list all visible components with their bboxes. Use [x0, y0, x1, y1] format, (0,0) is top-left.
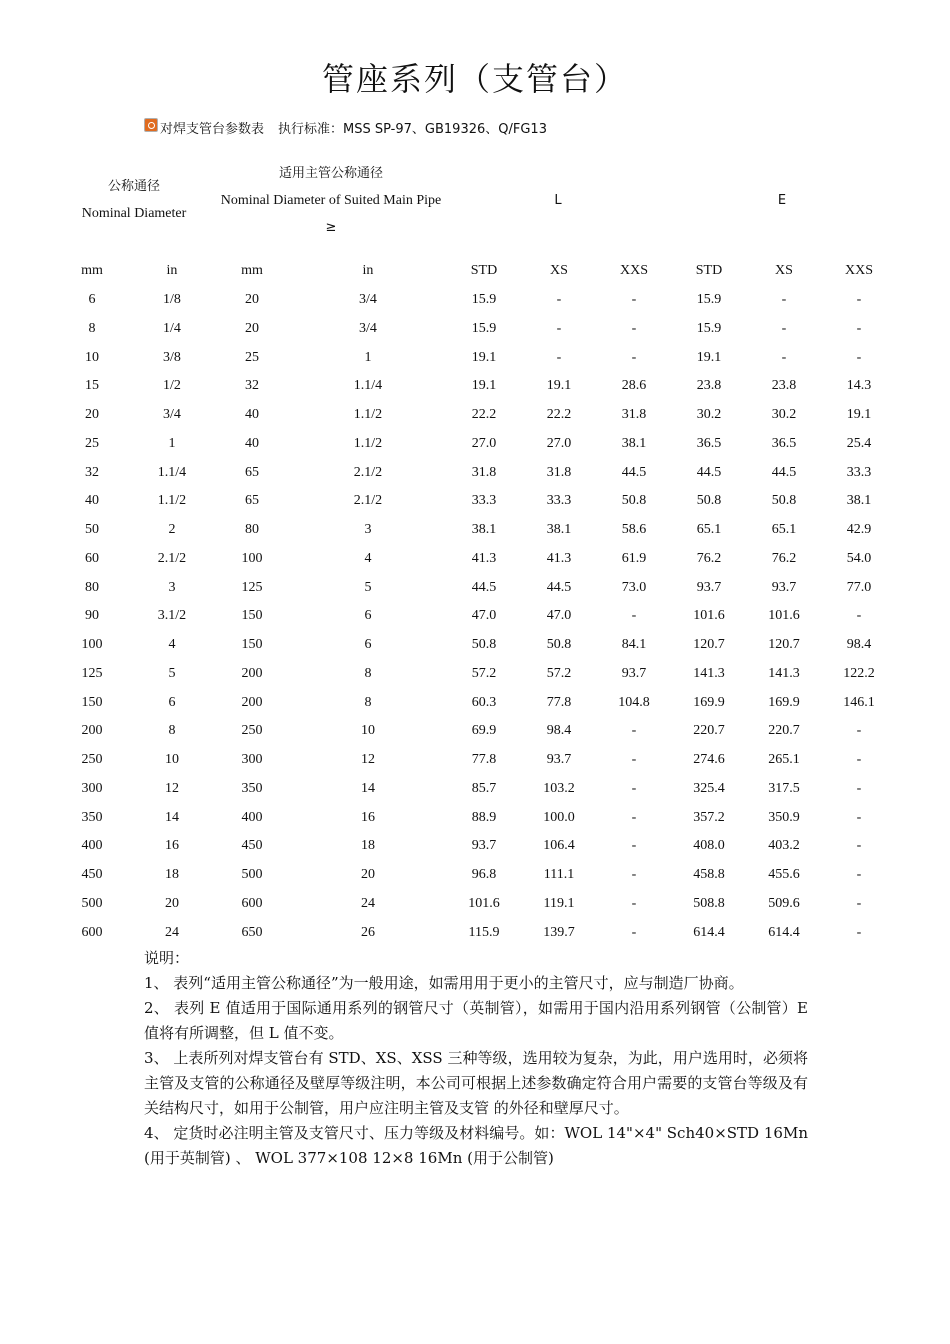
table-cell: 119.1 — [543, 895, 575, 911]
table-cell: 1/2 — [163, 378, 181, 394]
table-cell: 500 — [81, 895, 103, 911]
table-cell: 508.8 — [693, 895, 725, 911]
table-cell: 93.7 — [471, 838, 497, 854]
table-cell: 614.4 — [768, 924, 800, 940]
table-body — [52, 286, 894, 947]
table-cell: 23.8 — [696, 378, 722, 394]
table-cell: 24 — [165, 924, 179, 940]
table-cell: 20 — [361, 867, 375, 883]
table-cell: 20 — [245, 320, 259, 336]
table-cell: - — [556, 320, 562, 336]
table-row — [52, 890, 894, 919]
table-cell: 16 — [361, 809, 375, 825]
table-row — [52, 717, 894, 746]
table-cell: 60.3 — [471, 694, 497, 710]
table-cell: 200 — [241, 694, 263, 710]
table-cell: - — [781, 320, 787, 336]
table-cell: 122.2 — [843, 665, 875, 681]
table-cell: 2 — [168, 522, 176, 538]
table-cell: 350 — [81, 809, 103, 825]
table-cell: 98.4 — [546, 723, 572, 739]
table-cell: 1 — [168, 435, 176, 451]
table-cell: 47.0 — [471, 608, 497, 624]
table-cell: 44.5 — [471, 579, 497, 595]
table-row — [52, 775, 894, 804]
table-cell: 250 — [241, 723, 263, 739]
table-cell: 1.1/4 — [157, 464, 187, 480]
table-row — [52, 746, 894, 775]
table-row — [52, 315, 894, 344]
table-cell: 80 — [85, 579, 99, 595]
table-cell: 169.9 — [768, 694, 800, 710]
table-cell: - — [856, 924, 862, 940]
table-cell: 111.1 — [543, 867, 575, 883]
note-item-3: 3、 上表所列对焊支管台有 STD、XS、XSS 三种等级，选用较为复杂，为此，用户选用时，必须将主管及支管的公称通径及壁厚等级注明，本公司可根据上述参数确定符合用户需要的支管台等级及有关结构尺寸，如用于公制管，用户应注明主管及支管 的外径和壁厚尺寸。 — [144, 1049, 808, 1117]
table-cell: 18 — [165, 867, 179, 883]
table-cell: 15.9 — [696, 320, 722, 336]
table-cell: 500 — [241, 867, 263, 883]
table-cell: 85.7 — [471, 780, 497, 796]
table-cell: - — [781, 292, 787, 308]
table-cell: - — [631, 349, 637, 365]
table-cell: 80 — [245, 522, 259, 538]
table-cell: 4 — [364, 550, 372, 566]
table-cell: 93.7 — [696, 579, 722, 595]
header-main-cn: 适用主管公称通径 — [278, 166, 383, 181]
table-cell: 38.1 — [846, 493, 872, 509]
table-cell: 32 — [245, 378, 259, 394]
table-cell: 100 — [241, 550, 263, 566]
document-link-icon[interactable] — [144, 118, 158, 132]
table-cell: 101.6 — [468, 895, 500, 911]
unit-header-cell: STD — [695, 263, 723, 279]
unit-header-cell: in — [362, 263, 374, 279]
table-cell: 98.4 — [846, 637, 872, 653]
table-cell: - — [781, 349, 787, 365]
header-main-pipe — [200, 160, 462, 241]
table-cell: - — [856, 809, 862, 825]
table-cell: 77.8 — [546, 694, 572, 710]
table-cell: 93.7 — [771, 579, 797, 595]
table-cell: - — [856, 895, 862, 911]
table-row — [52, 372, 894, 401]
table-cell: 120.7 — [693, 637, 725, 653]
table-cell: - — [856, 780, 862, 796]
table-cell: 15.9 — [471, 292, 497, 308]
table-cell: - — [556, 292, 562, 308]
unit-header-cell: XS — [775, 263, 793, 279]
table-cell: 33.3 — [471, 493, 497, 509]
table-cell: - — [631, 608, 637, 624]
table-cell: 8 — [88, 320, 96, 336]
table-cell: 15 — [85, 378, 99, 394]
table-cell: 76.2 — [771, 550, 797, 566]
table-cell: 125 — [241, 579, 263, 595]
table-cell: 220.7 — [693, 723, 725, 739]
table-cell: 509.6 — [768, 895, 800, 911]
table-cell: 357.2 — [693, 809, 725, 825]
table-cell: 141.3 — [768, 665, 800, 681]
table-cell: 50 — [85, 522, 99, 538]
table-cell: 38.1 — [546, 522, 572, 538]
table-cell: 33.3 — [546, 493, 572, 509]
table-cell: 403.2 — [768, 838, 800, 854]
table-cell: 33.3 — [846, 464, 872, 480]
table-cell: 47.0 — [546, 608, 572, 624]
page-title: 管座系列（支管台） — [321, 60, 628, 98]
table-cell: 93.7 — [546, 752, 572, 768]
table-cell: - — [856, 867, 862, 883]
table-cell: - — [631, 723, 637, 739]
table-cell: 25 — [245, 349, 259, 365]
standard-label: 执行标准：MSS SP-97、GB19326、Q/FG13 — [278, 122, 547, 137]
table-cell: 69.9 — [471, 723, 497, 739]
table-cell: 60 — [85, 550, 99, 566]
table-cell: 450 — [81, 867, 103, 883]
table-row — [52, 832, 894, 861]
table-cell: 24 — [361, 895, 375, 911]
table-cell: 6 — [364, 637, 372, 653]
header-main-en: Nominal Diameter of Suited Main Pipe — [220, 193, 442, 208]
table-cell: 106.4 — [543, 838, 575, 854]
table-cell: 1/4 — [163, 320, 181, 336]
table-cell: - — [631, 320, 637, 336]
table-cell: 150 — [81, 694, 103, 710]
table-cell: 88.9 — [471, 809, 497, 825]
table-cell: 38.1 — [471, 522, 497, 538]
table-cell: 1.1/4 — [353, 378, 383, 394]
table-cell: 57.2 — [471, 665, 497, 681]
table-cell: 41.3 — [546, 550, 572, 566]
unit-header-cell: XXS — [619, 263, 648, 279]
table-cell: 58.6 — [621, 522, 647, 538]
table-cell: 14 — [165, 809, 179, 825]
table-cell: - — [856, 838, 862, 854]
table-cell: 120.7 — [768, 637, 800, 653]
table-cell: 300 — [81, 780, 103, 796]
table-cell: 77.8 — [471, 752, 497, 768]
table-cell: 115.9 — [468, 924, 500, 940]
table-cell: 15.9 — [696, 292, 722, 308]
table-cell: 96.8 — [471, 867, 497, 883]
table-cell: 15.9 — [471, 320, 497, 336]
table-cell: 40 — [85, 493, 99, 509]
table-cell: 100.0 — [543, 809, 575, 825]
unit-header-cell: mm — [241, 263, 263, 279]
table-cell: 150 — [241, 608, 263, 624]
table-cell: 38.1 — [621, 435, 647, 451]
table-cell: 41.3 — [471, 550, 497, 566]
table-cell: 54.0 — [846, 550, 872, 566]
table-row — [52, 401, 894, 430]
table-cell: 57.2 — [546, 665, 572, 681]
table-cell: - — [631, 809, 637, 825]
table-cell: 84.1 — [621, 637, 647, 653]
notes-section — [144, 946, 808, 1171]
units-row — [52, 257, 894, 286]
table-cell: 10 — [165, 752, 179, 768]
table-cell: 150 — [241, 637, 263, 653]
table-cell: 12 — [361, 752, 375, 768]
table-cell: 6 — [364, 608, 372, 624]
table-cell: 14.3 — [846, 378, 872, 394]
table-cell: - — [856, 723, 862, 739]
table-cell: 65 — [245, 464, 259, 480]
table-cell: 104.8 — [618, 694, 650, 710]
table-cell: 20 — [165, 895, 179, 911]
table-cell: 50.8 — [696, 493, 722, 509]
table-cell: 125 — [81, 665, 103, 681]
table-cell: 3/4 — [359, 292, 377, 308]
table-cell: - — [856, 292, 862, 308]
table-cell: 455.6 — [768, 867, 800, 883]
table-cell: 101.6 — [693, 608, 725, 624]
table-cell: 350 — [241, 780, 263, 796]
table-cell: 19.1 — [846, 407, 872, 423]
note-item-1: 1、 表列“适用主管公称通径”为一般用途，如需用用于更小的主管尺寸，应与制造厂协商。 — [144, 974, 744, 992]
table-cell: 44.5 — [771, 464, 797, 480]
table-cell: - — [556, 349, 562, 365]
table-cell: - — [856, 320, 862, 336]
table-cell: 274.6 — [693, 752, 725, 768]
table-cell: 19.1 — [696, 349, 722, 365]
unit-header-cell: STD — [470, 263, 498, 279]
unit-header-cell: mm — [81, 263, 103, 279]
table-cell: 1.1/2 — [157, 493, 187, 509]
table-cell: 200 — [81, 723, 103, 739]
table-cell: 139.7 — [543, 924, 575, 940]
table-cell: 19.1 — [471, 349, 497, 365]
table-caption — [144, 118, 547, 137]
table-cell: 169.9 — [693, 694, 725, 710]
table-cell: 42.9 — [846, 522, 872, 538]
table-cell: - — [856, 608, 862, 624]
table-cell: - — [856, 752, 862, 768]
table-cell: 30.2 — [696, 407, 722, 423]
table-cell: 44.5 — [696, 464, 722, 480]
table-cell: 44.5 — [621, 464, 647, 480]
table-cell: 400 — [81, 838, 103, 854]
table-cell: 2.1/2 — [353, 464, 383, 480]
notes-heading: 说明： — [144, 949, 190, 967]
table-cell: 27.0 — [471, 435, 497, 451]
table-cell: 101.6 — [768, 608, 800, 624]
table-cell: 65.1 — [771, 522, 797, 538]
table-cell: 61.9 — [621, 550, 647, 566]
table-cell: 23.8 — [771, 378, 797, 394]
table-cell: - — [631, 292, 637, 308]
table-cell: 31.8 — [546, 464, 572, 480]
table-cell: 50.8 — [621, 493, 647, 509]
table-cell: 20 — [85, 407, 99, 423]
table-cell: 50.8 — [771, 493, 797, 509]
table-cell: - — [631, 780, 637, 796]
table-cell: 10 — [85, 349, 99, 365]
table-cell: 300 — [241, 752, 263, 768]
table-cell: 25.4 — [846, 435, 872, 451]
table-cell: 6 — [168, 694, 176, 710]
table-cell: - — [631, 867, 637, 883]
table-cell: 400 — [241, 809, 263, 825]
table-name: 对焊支管台参数表 — [160, 122, 265, 137]
table-cell: 350.9 — [768, 809, 800, 825]
table-cell: 32 — [85, 464, 99, 480]
table-cell: 1.1/2 — [353, 407, 383, 423]
table-cell: 27.0 — [546, 435, 572, 451]
table-cell: 14 — [361, 780, 375, 796]
header-nominal-diameter — [52, 173, 216, 227]
table-row — [52, 458, 894, 487]
table-cell: 65 — [245, 493, 259, 509]
table-cell: - — [631, 752, 637, 768]
table-cell: 600 — [81, 924, 103, 940]
table-cell: 16 — [165, 838, 179, 854]
unit-header-cell: in — [166, 263, 178, 279]
table-row — [52, 803, 894, 832]
table-cell: 36.5 — [771, 435, 797, 451]
table-cell: 90 — [85, 608, 99, 624]
table-row — [52, 430, 894, 459]
table-row — [52, 286, 894, 315]
table-cell: 1.1/2 — [353, 435, 383, 451]
table-cell: 40 — [245, 407, 259, 423]
table-cell: 77.0 — [846, 579, 872, 595]
table-cell: 458.8 — [693, 867, 725, 883]
table-row — [52, 688, 894, 717]
table-cell: 220.7 — [768, 723, 800, 739]
table-cell: 76.2 — [696, 550, 722, 566]
unit-header-cell: XS — [550, 263, 568, 279]
table-cell: 3.1/2 — [157, 608, 187, 624]
table-row — [52, 602, 894, 631]
table-cell: 2.1/2 — [353, 493, 383, 509]
table-cell: 3/8 — [163, 349, 181, 365]
table-cell: 36.5 — [696, 435, 722, 451]
table-cell: 28.6 — [621, 378, 647, 394]
header-nominal-en: Nominal Diameter — [81, 206, 187, 221]
table-row — [52, 343, 894, 372]
table-cell: 250 — [81, 752, 103, 768]
table-cell: 4 — [168, 637, 176, 653]
table-cell: 200 — [241, 665, 263, 681]
table-cell: 325.4 — [693, 780, 725, 796]
table-cell: 20 — [245, 292, 259, 308]
table-cell: 614.4 — [693, 924, 725, 940]
table-row — [52, 861, 894, 890]
table-cell: 12 — [165, 780, 179, 796]
table-cell: 6 — [88, 292, 96, 308]
table-cell: 8 — [364, 694, 372, 710]
table-row — [52, 631, 894, 660]
table-cell: 3/4 — [163, 407, 181, 423]
table-cell: 100 — [81, 637, 103, 653]
header-nominal-cn: 公称通径 — [107, 179, 160, 194]
table-cell: 141.3 — [693, 665, 725, 681]
note-item-4: 4、 定货时必注明主管及支管尺寸、压力等级及材料编号。如：WOL 14"×4" Sch40×STD 16Mn (用于英制管) 、 WOL 377×108 12×8 16Mn (用于公制管) — [144, 1124, 808, 1167]
table-cell: 93.7 — [621, 665, 647, 681]
table-cell: 3/4 — [359, 320, 377, 336]
unit-header-cell: XXS — [844, 263, 873, 279]
table-cell: 50.8 — [546, 637, 572, 653]
table-cell: 31.8 — [471, 464, 497, 480]
table-cell: 73.0 — [621, 579, 647, 595]
table-cell: 8 — [168, 723, 176, 739]
table-cell: 31.8 — [621, 407, 647, 423]
table-row — [52, 545, 894, 574]
table-cell: 650 — [241, 924, 263, 940]
header-L: L — [554, 193, 562, 208]
table-cell: 146.1 — [843, 694, 875, 710]
note-item-2: 2、 表列 E 值适用于国际通用系列的钢管尺寸（英制管），如需用于国内沿用系列钢管（公制管）E 值将有所调整，但 L 值不变。 — [144, 999, 808, 1042]
table-cell: 600 — [241, 895, 263, 911]
table-row — [52, 918, 894, 947]
table-cell: 18 — [361, 838, 375, 854]
table-cell: - — [631, 924, 637, 940]
table-row — [52, 660, 894, 689]
table-cell: 1/8 — [163, 292, 181, 308]
table-cell: 19.1 — [546, 378, 572, 394]
table-cell: 103.2 — [543, 780, 575, 796]
table-cell: 26 — [361, 924, 375, 940]
table-cell: - — [631, 838, 637, 854]
table-cell: 40 — [245, 435, 259, 451]
table-cell: 22.2 — [546, 407, 572, 423]
table-cell: 317.5 — [768, 780, 800, 796]
table-cell: 5 — [168, 665, 176, 681]
table-cell: 5 — [364, 579, 372, 595]
table-cell: 50.8 — [471, 637, 497, 653]
table-cell: 450 — [241, 838, 263, 854]
table-cell: 44.5 — [546, 579, 572, 595]
table-cell: 3 — [168, 579, 176, 595]
params-table — [52, 257, 894, 947]
header-main-ge: ≥ — [325, 220, 337, 235]
table-cell: 30.2 — [771, 407, 797, 423]
table-cell: 3 — [364, 522, 372, 538]
table-row — [52, 516, 894, 545]
table-row — [52, 573, 894, 602]
table-cell: 2.1/2 — [157, 550, 187, 566]
table-cell: 408.0 — [693, 838, 725, 854]
table-cell: 19.1 — [471, 378, 497, 394]
table-cell: - — [631, 895, 637, 911]
table-cell: - — [856, 349, 862, 365]
table-cell: 1 — [364, 349, 372, 365]
table-cell: 22.2 — [471, 407, 497, 423]
table-cell: 8 — [364, 665, 372, 681]
header-E: E — [777, 193, 787, 208]
table-cell: 65.1 — [696, 522, 722, 538]
table-cell: 265.1 — [768, 752, 800, 768]
table-cell: 10 — [361, 723, 375, 739]
table-row — [52, 487, 894, 516]
table-cell: 25 — [85, 435, 99, 451]
